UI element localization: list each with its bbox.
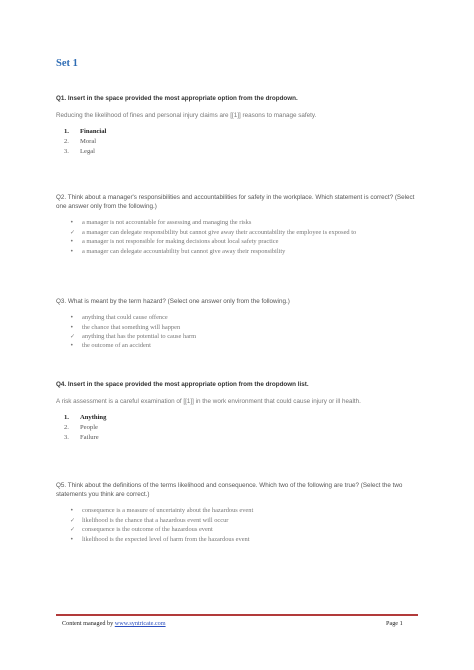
option-consequence-outcome[interactable]: ✓ consequence is the outcome of the hazardous event [70, 526, 213, 534]
question-3-prompt: Q3. What is meant by the term hazard? (Select one answer only from the following.) [56, 298, 290, 305]
option-likelihood-harm[interactable]: • likelihood is the expected level of harm from the hazardous event [70, 535, 250, 543]
question-1-prompt: Q1. Insert in the space provided the most appropriate option from the dropdown. [56, 95, 298, 102]
option-not-responsible[interactable]: • a manager is not responsible for making decisions about local safety practice [70, 238, 279, 246]
option-chance[interactable]: • the chance that something will happen [70, 323, 181, 331]
option-delegate-accountability[interactable]: • a manager can delegate accountability but cannot give away their responsibility [70, 247, 286, 255]
bullet-icon: • [70, 314, 74, 322]
footer-credit: Content managed by www.syntricate.com [62, 620, 166, 627]
bullet-icon: • [70, 247, 74, 255]
question-3 [56, 297, 422, 351]
question-2-prompt: Q2. Think about a manager's responsibilities and accountabilities for safety in the workplace. Which statement is correct? (Select one answer only from the following.) [56, 194, 415, 211]
option-anything[interactable]: 1. Anything [64, 414, 107, 422]
option-not-accountable[interactable]: • a manager is not accountable for assessing and managing the risks [70, 219, 252, 227]
question-2 [56, 193, 422, 256]
question-4-prompt: Q4. Insert in the space provided the most appropriate option from the dropdown list. [56, 381, 309, 388]
question-1 [56, 94, 422, 156]
footer-link[interactable]: www.syntricate.com [114, 620, 166, 627]
question-2-options [64, 218, 422, 256]
question-4-options [64, 413, 422, 442]
checkmark-icon: ✓ [70, 228, 76, 236]
option-moral[interactable]: 2. Moral [64, 138, 97, 145]
option-people[interactable]: 2. People [64, 424, 98, 431]
bullet-icon: • [70, 535, 74, 543]
page-number: Page 1 [386, 620, 403, 627]
option-offence[interactable]: • anything that could cause offence [70, 314, 168, 322]
question-1-options [64, 127, 422, 156]
option-legal[interactable]: 3. Legal [64, 147, 96, 155]
option-delegate-responsibility[interactable]: ✓ a manager can delegate responsibility but cannot give away their accountability the employee is exposed to [70, 228, 357, 236]
question-5-prompt: Q5. Think about the definitions of the terms likelihood and consequence. Which two of the following are true? (Select the two statements you think are correct.) [56, 482, 403, 499]
checkmark-icon: ✓ [70, 526, 76, 534]
bullet-icon: • [70, 342, 74, 350]
option-financial[interactable]: 1. Financial [64, 128, 107, 136]
question-5-options [64, 506, 422, 544]
option-consequence-uncertainty[interactable]: • consequence is a measure of uncertainty about the hazardous event [70, 507, 254, 515]
bullet-icon: • [70, 323, 74, 331]
checkmark-icon: ✓ [70, 516, 76, 524]
set-title: Set 1 [56, 58, 78, 69]
question-3-options [64, 313, 422, 351]
question-5 [56, 481, 422, 544]
option-potential-harm[interactable]: ✓ anything that has the potential to cause harm [70, 333, 197, 341]
bullet-icon: • [70, 507, 74, 515]
bullet-icon: • [70, 219, 74, 227]
question-4-sentence: A risk assessment is a careful examination of [[1]] in the work environment that could cause injury or ill health. [56, 398, 361, 406]
option-failure[interactable]: 3. Failure [64, 433, 99, 441]
footer-divider [56, 614, 418, 616]
option-likelihood-chance[interactable]: ✓ likelihood is the chance that a hazardous event will occur [70, 516, 229, 524]
option-outcome[interactable]: • the outcome of an accident [70, 342, 151, 350]
bullet-icon: • [70, 238, 74, 246]
question-4 [56, 380, 422, 442]
question-1-sentence: Reducing the likelihood of fines and personal injury claims are [[1]] reasons to manage safety. [56, 112, 317, 120]
checkmark-icon: ✓ [70, 333, 76, 341]
